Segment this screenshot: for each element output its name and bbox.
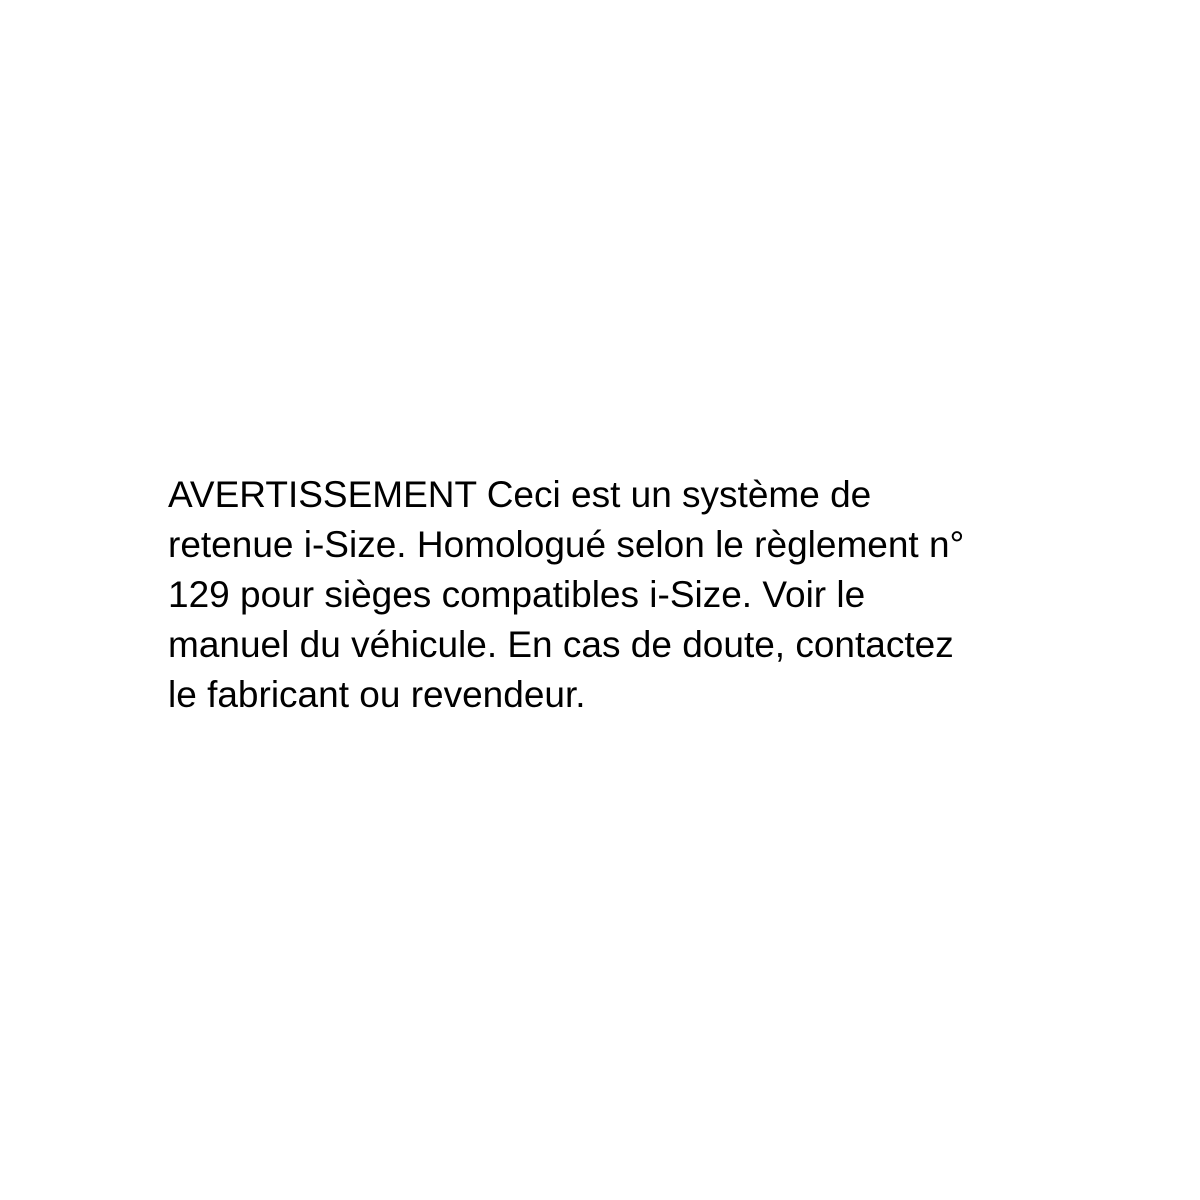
warning-text-block xyxy=(168,470,1068,720)
warning-line-1: AVERTISSEMENT Ceci est un système de xyxy=(168,474,872,515)
warning-line-2: retenue i-Size. Homologué selon le règlement n° xyxy=(168,524,965,565)
warning-line-5: le fabricant ou revendeur. xyxy=(168,674,586,715)
warning-line-3: 129 pour sièges compatibles i-Size. Voir le xyxy=(168,574,866,615)
warning-line-4: manuel du véhicule. En cas de doute, contactez xyxy=(168,624,954,665)
